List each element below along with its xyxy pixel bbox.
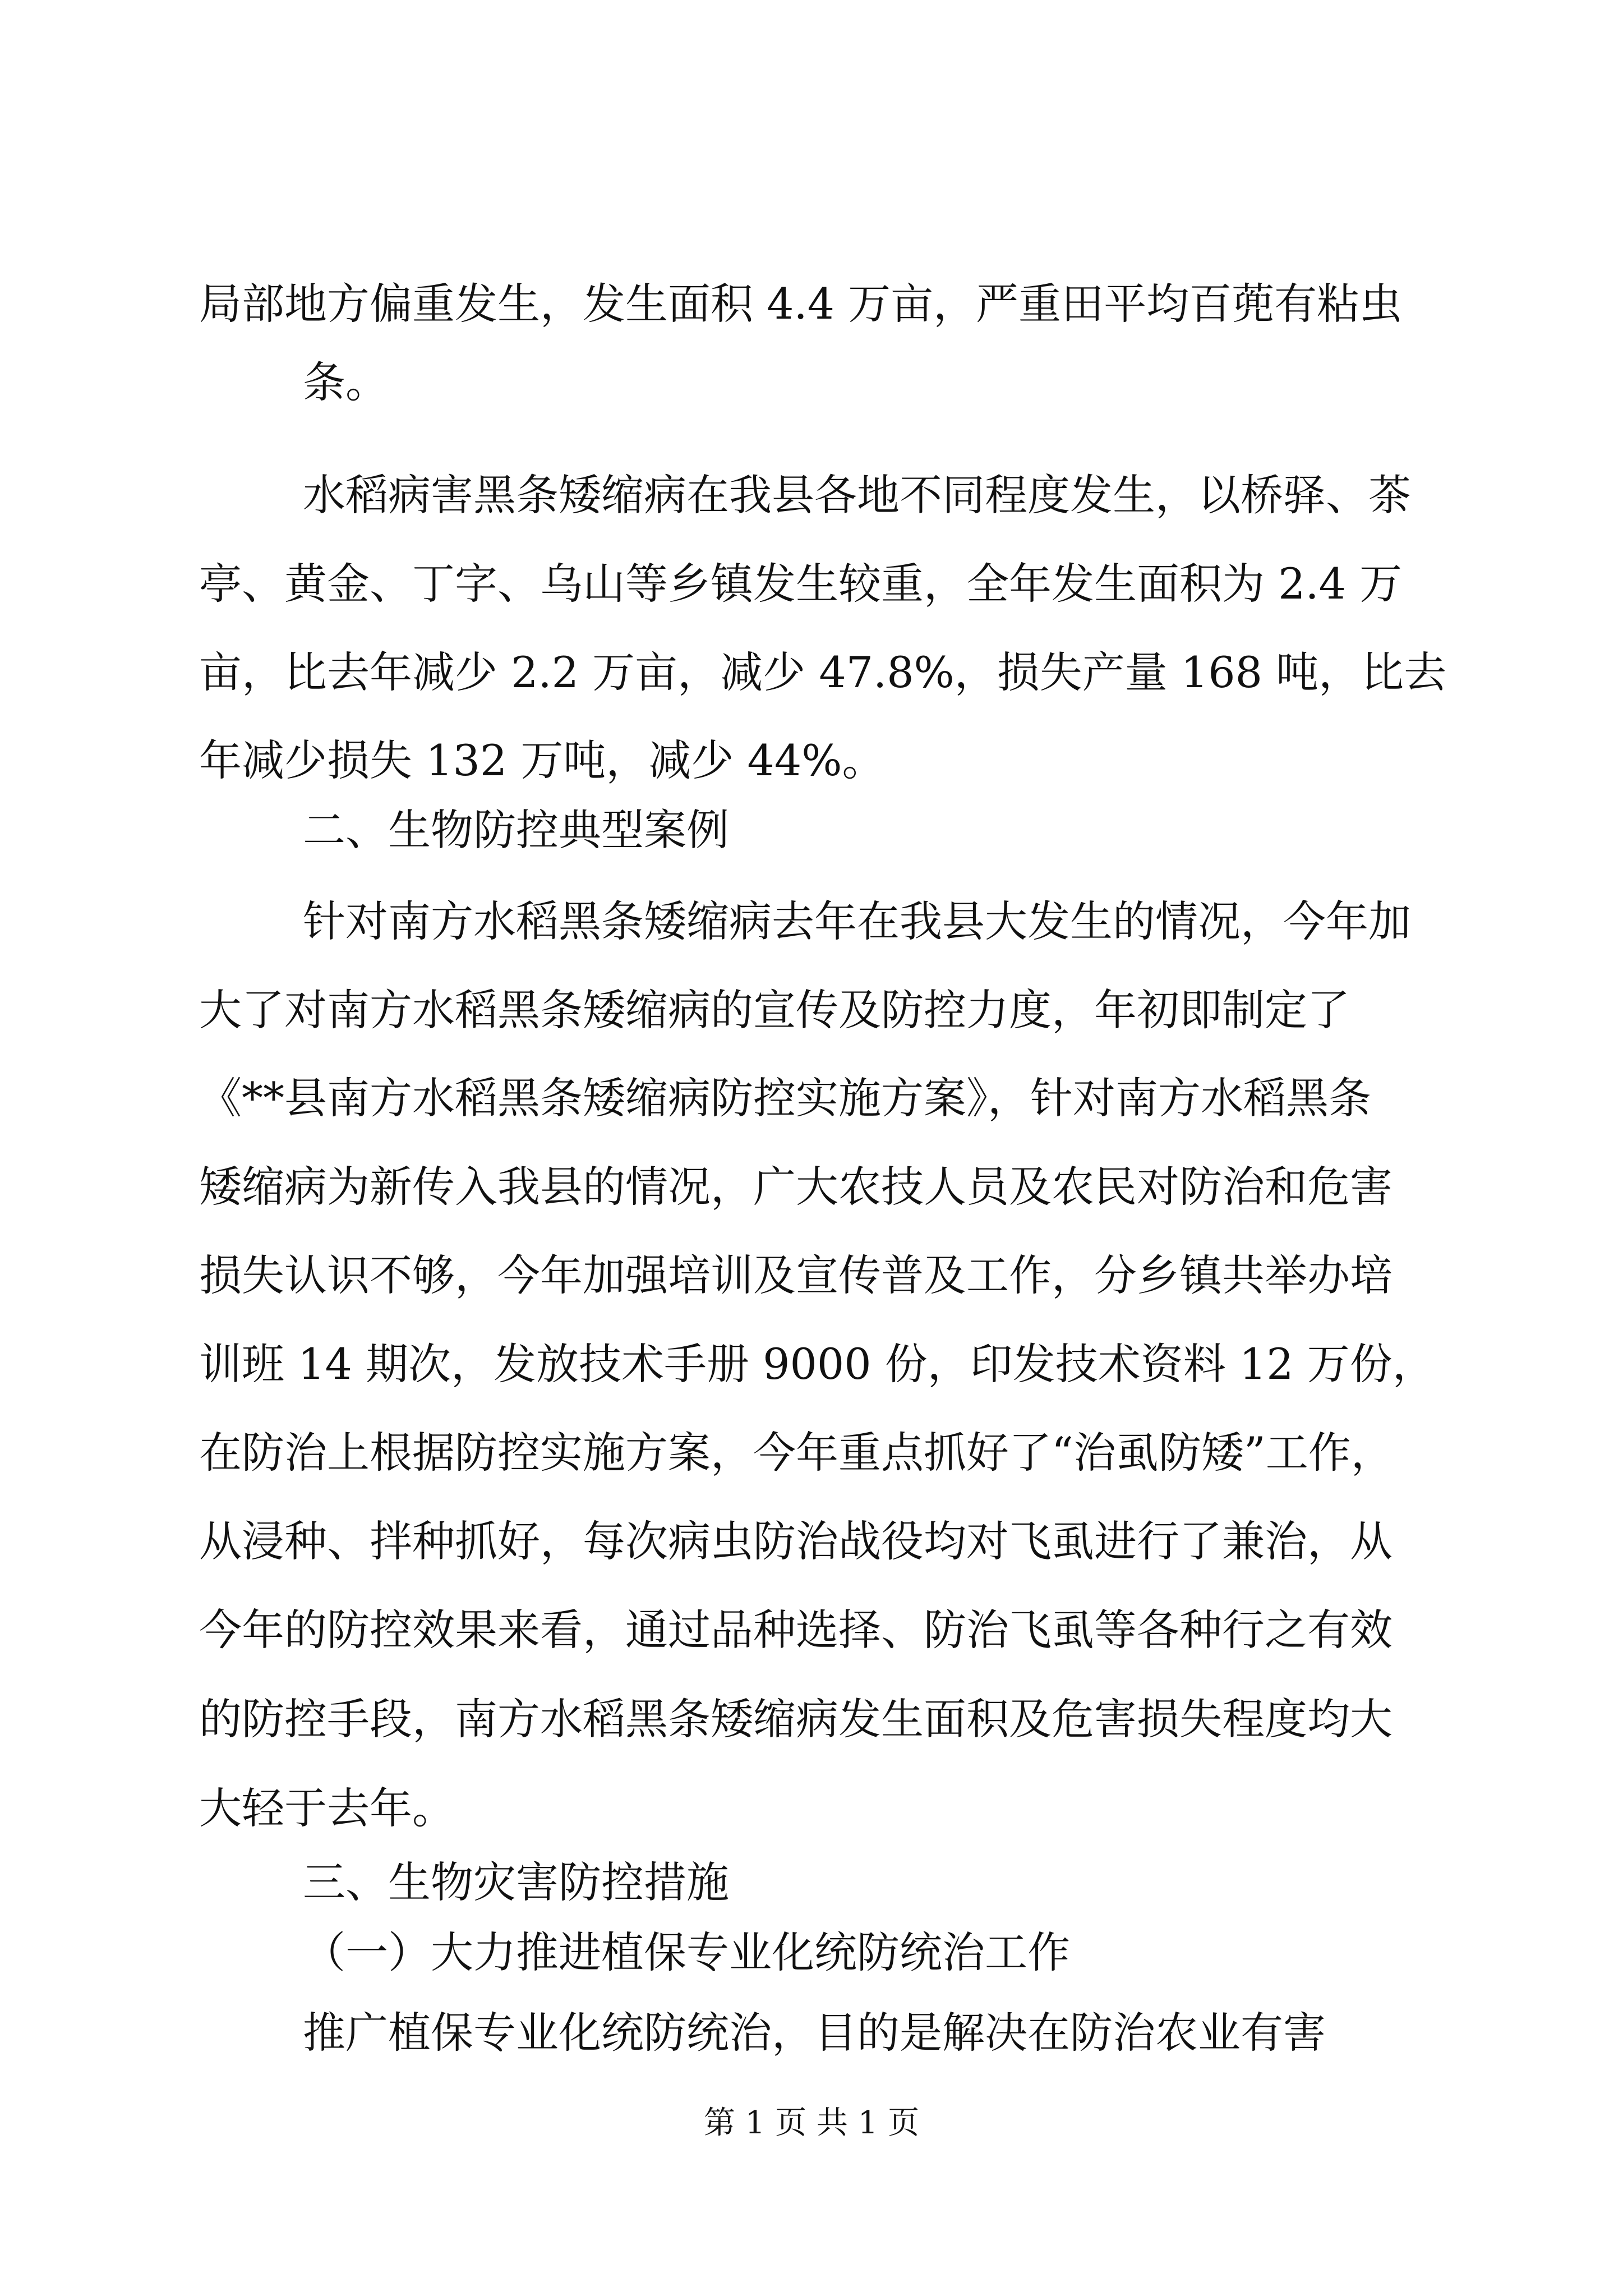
text-line: 条。 [303, 357, 388, 407]
page-footer: 第 1 页 共 1 页 [703, 2105, 920, 2141]
text-line: 针对南方水稻黑条矮缩病去年在我县大发生的情况，今年加 [303, 896, 1411, 946]
text-line: 推广植保专业化统防统治，目的是解决在防治农业有害 [303, 2008, 1326, 2058]
text-line: 年减少损失 132 万吨，减少 44%。 [199, 735, 885, 785]
text-line: 《**县南方水稻黑条矮缩病防控实施方案》，针对南方水稻黑条 [199, 1073, 1371, 1123]
text-line: 训班 14 期次，发放技术手册 9000 份，印发技术资料 12 万份， [199, 1339, 1435, 1389]
subsection-heading: （一）大力推进植保专业化统防统治工作 [303, 1927, 1070, 1977]
text-line: 矮缩病为新传入我县的情况，广大农技人员及农民对防治和危害 [199, 1162, 1393, 1212]
section-heading: 三、生物灾害防控措施 [303, 1857, 729, 1907]
text-line: 从浸种、拌种抓好，每次病虫防治战役均对飞虱进行了兼治，从 [199, 1516, 1393, 1566]
text-line: 水稻病害黑条矮缩病在我县各地不同程度发生，以桥驿、茶 [303, 470, 1411, 520]
section-heading: 二、生物防控典型案例 [303, 805, 729, 855]
text-line: 的防控手段，南方水稻黑条矮缩病发生面积及危害损失程度均大 [199, 1694, 1393, 1744]
text-line: 局部地方偏重发生，发生面积 4.4 万亩，严重田平均百蔸有粘虫 [199, 279, 1403, 329]
text-line: 亩，比去年减少 2.2 万亩，减少 47.8%，损失产量 168 吨，比去 [199, 647, 1447, 697]
text-line: 今年的防控效果来看，通过品种选择、防治飞虱等各种行之有效 [199, 1605, 1393, 1655]
text-line: 亭、黄金、丁字、乌山等乡镇发生较重，全年发生面积为 2.4 万 [199, 559, 1403, 609]
text-line: 大轻于去年。 [199, 1783, 455, 1833]
text-line: 损失认识不够，今年加强培训及宣传普及工作，分乡镇共举办培 [199, 1250, 1393, 1300]
text-line: 大了对南方水稻黑条矮缩病的宣传及防控力度，年初即制定了 [199, 985, 1350, 1035]
text-line: 在防治上根据防控实施方案，今年重点抓好了“治虱防矮”工作， [199, 1428, 1394, 1478]
